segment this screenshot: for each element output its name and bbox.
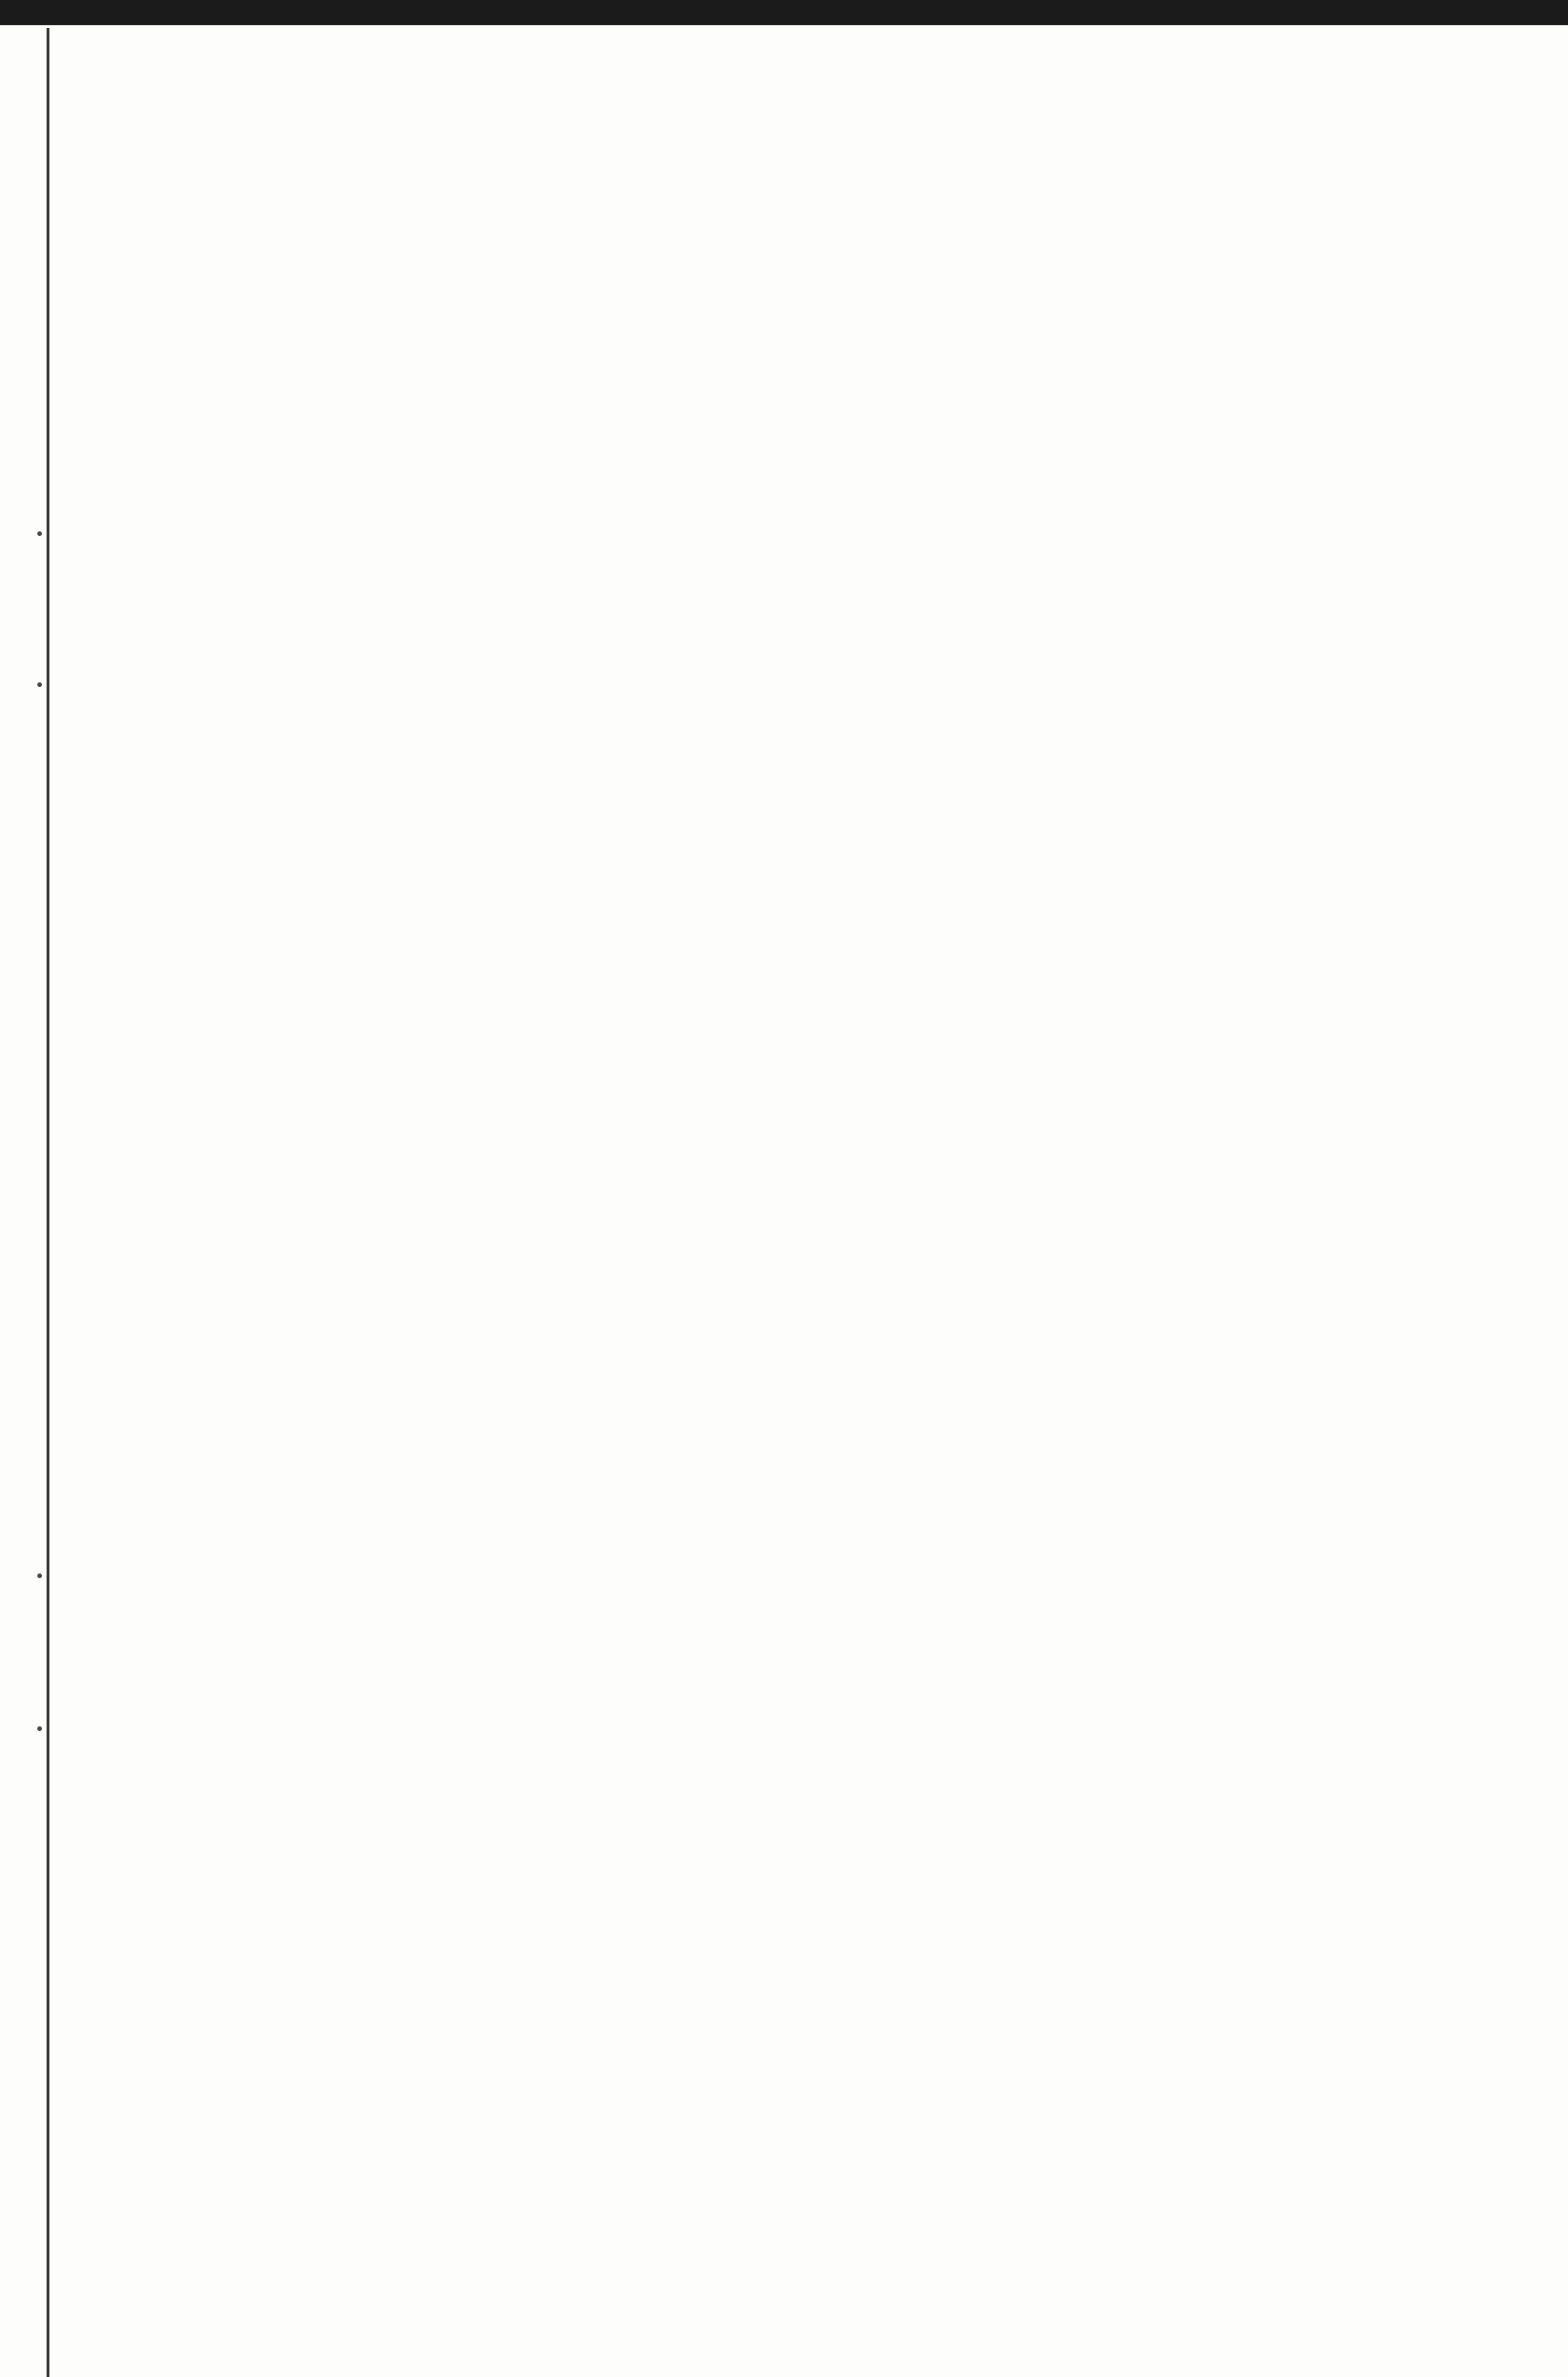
top-scan-border [0,0,1568,25]
left-margin-rule [47,28,49,2377]
margin-mark [37,531,42,536]
margin-mark [37,1573,42,1578]
margin-mark [37,1726,42,1731]
document-page [250,191,1426,499]
margin-mark [37,682,42,687]
